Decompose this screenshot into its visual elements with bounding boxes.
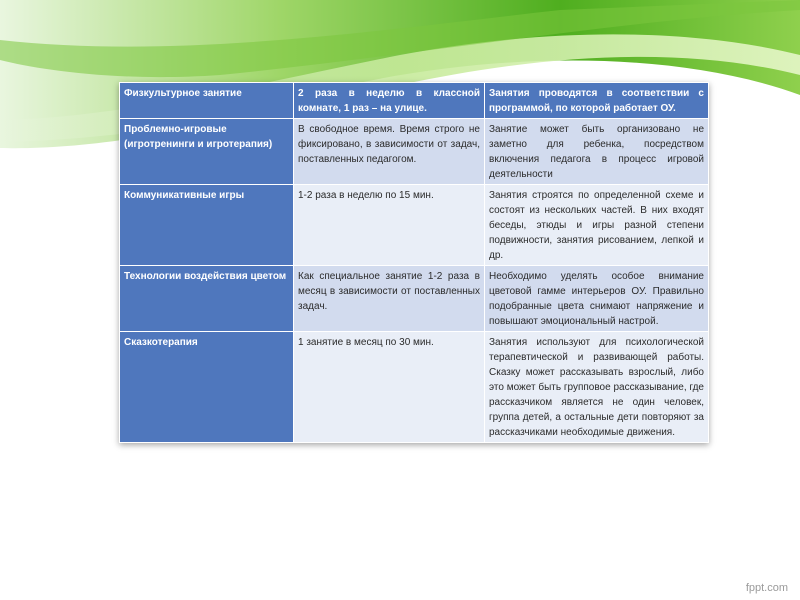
table-row [120, 332, 709, 443]
cell-text: Занятия проводятся в соответствии с программой, по которой работает ОУ. [489, 88, 704, 114]
table-cell [294, 332, 485, 443]
cell-text: 2 раза в неделю в классной комнате, 1 раз – на улице. [298, 88, 480, 114]
cell-text: 1 занятие в месяц по 30 мин. [298, 337, 434, 348]
table-row [120, 185, 709, 266]
activities-table [119, 82, 709, 443]
table-row [120, 83, 709, 119]
cell-text: Занятия строятся по определенной схеме и состоят из нескольких частей. В них входят беседы, этюды и игры разной степени подвижности, занятия рисованием, лепкой и др. [489, 190, 704, 261]
table-cell [120, 185, 294, 266]
table-cell [294, 119, 485, 185]
cell-text: Необходимо уделять особое внимание цветовой гамме интерьеров ОУ. Правильно подобранные цвета снимают напряжение и повышают эмоциональный настрой. [489, 271, 704, 327]
table-row [120, 119, 709, 185]
table-cell [294, 185, 485, 266]
table-cell [120, 332, 294, 443]
table-cell [120, 83, 294, 119]
watermark: fppt.com [745, 582, 788, 594]
table-cell [485, 119, 709, 185]
table-cell [120, 266, 294, 332]
table-cell [294, 266, 485, 332]
cell-text: Сказкотерапия [124, 337, 198, 348]
cell-text: Как специальное занятие 1-2 раза в месяц в зависимости от поставленных задач. [298, 271, 480, 312]
cell-text: 1-2 раза в неделю по 15 мин. [298, 190, 434, 201]
cell-text: Физкультурное занятие [124, 88, 242, 99]
table-cell [485, 185, 709, 266]
cell-text: Технологии воздействия цветом [124, 271, 287, 282]
cell-text: Занятие может быть организовано не заметно для ребенка, посредством включения педагога в процесс игровой деятельности [489, 124, 704, 180]
cell-text: В свободное время. Время строго не фиксировано, в зависимости от задач, поставленных педагогом. [298, 124, 480, 165]
cell-text: Занятия используют для психологической терапевтической и развивающей работы. Сказку может рассказывать взрослый, либо это может быть групповое рассказывание, где рассказчиком является не один человек, группа детей, а остальные дети повторяют за рассказчиками необходимые движения. [489, 337, 704, 438]
table-cell [294, 83, 485, 119]
table-cell [120, 119, 294, 185]
table-cell [485, 83, 709, 119]
cell-text: Коммуникативные игры [124, 190, 245, 201]
table-cell [485, 332, 709, 443]
table-row [120, 266, 709, 332]
table-cell [485, 266, 709, 332]
cell-text: Проблемно-игровые (игротренинги и игротерапия) [124, 124, 273, 150]
